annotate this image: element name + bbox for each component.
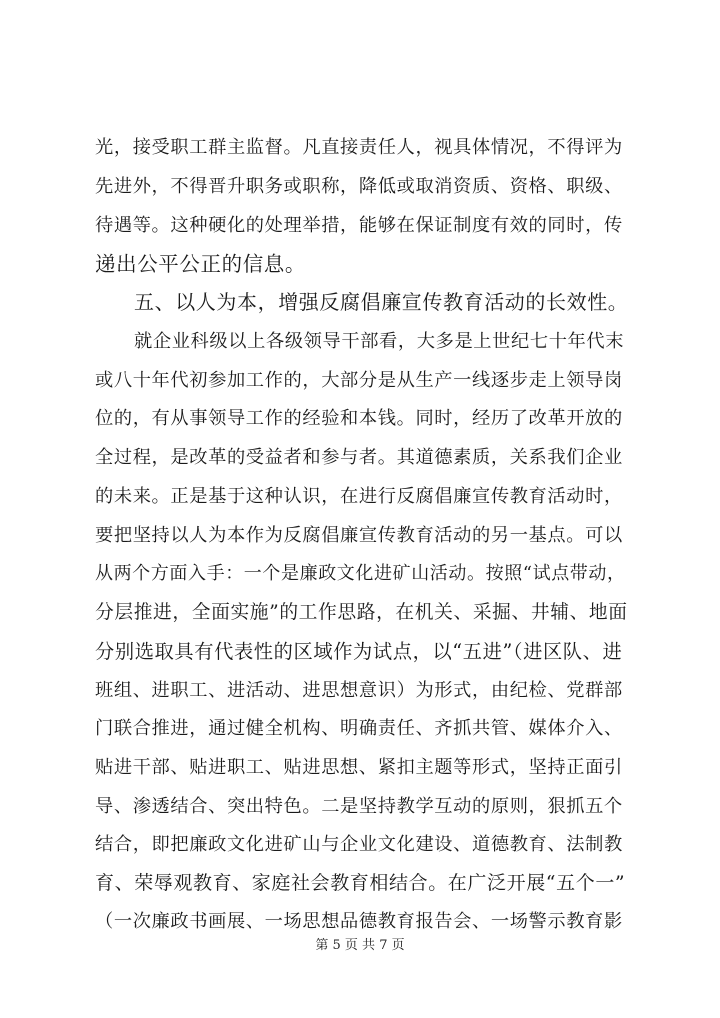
text-line: 门联合推进，通过健全机构、明确责任、齐抓共管、媒体介入、 bbox=[95, 718, 623, 739]
page-number: 第 5 页 共 7 页 bbox=[315, 938, 405, 953]
text-line: 从两个方面入手：一个是廉政文化进矿山活动。按照“试点带动， bbox=[95, 563, 626, 584]
text-line: 或八十年代初参加工作的，大部分是从生产一线逐步走上领导岗 bbox=[95, 370, 623, 391]
text-line: 导、渗透结合、突出特色。二是坚持教学互动的原则，狠抓五个 bbox=[95, 796, 623, 817]
text-line: 先进外，不得晋升职务或职称，降低或取消资质、资格、职级、 bbox=[95, 176, 623, 197]
text-line: 贴进干部、贴进职工、贴进思想、紧扣主题等形式，坚持正面引 bbox=[95, 757, 623, 778]
text-line: 分层推进，全面实施”的工作思路，在机关、采掘、井辅、地面 bbox=[95, 602, 628, 623]
text-line: 结合，即把廉政文化进矿山与企业文化建设、道德教育、法制教 bbox=[95, 834, 623, 855]
text-line: 就企业科级以上各级领导干部看，大多是上世纪七十年代末 bbox=[134, 331, 625, 352]
text-line: （一次廉政书画展、一场思想品德教育报告会、一场警示教育影 bbox=[95, 911, 623, 932]
text-line: 班组、进职工、进活动、进思想意识）为形式，由纪检、党群部 bbox=[95, 680, 623, 701]
text-line: 分别选取具有代表性的区域作为试点，以“五进”（进区队、进 bbox=[95, 640, 623, 663]
text-line: 要把坚持以人为本作为反腐倡廉宣传教育活动的另一基点。可以 bbox=[95, 525, 623, 546]
section-heading: 五、以人为本，增强反腐倡廉宣传教育活动的长效性。 bbox=[134, 290, 629, 314]
text-line: 位的，有从事领导工作的经验和本钱。同时，经历了改革开放的 bbox=[95, 408, 623, 429]
text-line: 的未来。正是基于这种认识，在进行反腐倡廉宣传教育活动时， bbox=[95, 486, 623, 507]
text-line: 光，接受职工群主监督。凡直接责任人，视具体情况，不得评为 bbox=[95, 137, 623, 158]
text-line: 待遇等。这种硬化的处理举措，能够在保证制度有效的同时，传 bbox=[95, 215, 623, 236]
text-line: 育、荣辱观教育、家庭社会教育相结合。在广泛开展“五个一” bbox=[95, 872, 626, 894]
text-line: 全过程，是改革的受益者和参与者。其道德素质，关系我们企业 bbox=[95, 447, 623, 468]
text-line: 递出公平公正的信息。 bbox=[95, 252, 306, 276]
